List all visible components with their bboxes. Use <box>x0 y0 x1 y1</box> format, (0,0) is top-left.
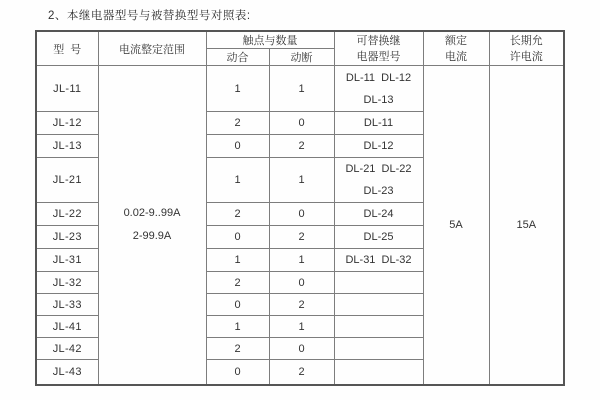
replaceable-cell <box>334 203 423 226</box>
contact-nc-cell: 0 <box>269 112 334 135</box>
replaceable-cell <box>334 316 423 338</box>
relay-comparison-table <box>35 30 565 386</box>
contact-no-cell: 2 <box>206 338 269 360</box>
contact-nc-cell: 2 <box>269 294 334 316</box>
replaceable-cell <box>334 360 423 385</box>
header-model: 型 号 <box>36 31 98 66</box>
header-row-1 <box>36 31 564 49</box>
model-cell: JL-42 <box>36 338 98 360</box>
model-cell: JL-21 <box>36 158 98 203</box>
header-contact-no: 动合 <box>206 49 269 66</box>
model-cell: JL-43 <box>36 360 98 385</box>
model-cell: JL-23 <box>36 226 98 249</box>
contact-no-cell: 1 <box>206 158 269 203</box>
contact-no-cell: 1 <box>206 66 269 112</box>
page-title: 2、本继电器型号与被替换型号对照表: <box>48 10 251 22</box>
contact-nc-cell: 2 <box>269 360 334 385</box>
header-contacts-group: 触点与数量 <box>206 31 334 49</box>
contact-nc-cell: 0 <box>269 338 334 360</box>
model-cell: JL-11 <box>36 66 98 112</box>
model-cell: JL-31 <box>36 249 98 272</box>
replaceable-line2: DL-23 <box>363 185 394 197</box>
replaceable-line1: DL-21 DL-22 <box>345 163 412 175</box>
header-contact-nc: 动断 <box>269 49 334 66</box>
replaceable-cell <box>334 158 423 203</box>
contact-nc-cell: 1 <box>269 158 334 203</box>
header-replaceable-line1: 可替换继 <box>356 34 401 47</box>
contact-no-cell: 1 <box>206 316 269 338</box>
model-cell: JL-13 <box>36 135 98 158</box>
table-row-jl-11 <box>36 66 564 112</box>
replaceable-line1: DL-11 DL-12 <box>345 71 412 84</box>
replaceable-cell <box>334 294 423 316</box>
header-current-range: 电流整定范围 <box>98 31 206 66</box>
header-rated-current <box>423 31 489 66</box>
model-cell: JL-12 <box>36 112 98 135</box>
contact-no-cell: 1 <box>206 249 269 272</box>
replaceable-line2: DL-13 <box>363 93 394 106</box>
contact-nc-cell: 2 <box>269 135 334 158</box>
header-rated-line1: 额定 <box>445 34 467 47</box>
replaceable-line1: DL-11 <box>363 117 394 129</box>
replaceable-line1: DL-31 DL-32 <box>345 254 412 266</box>
contact-nc-cell: 0 <box>269 272 334 294</box>
contact-nc-cell: 2 <box>269 226 334 249</box>
contact-no-cell: 0 <box>206 360 269 385</box>
replaceable-cell <box>334 66 423 112</box>
model-cell: JL-22 <box>36 203 98 226</box>
contact-nc-cell: 1 <box>269 66 334 112</box>
replaceable-cell <box>334 135 423 158</box>
contact-no-cell: 0 <box>206 226 269 249</box>
contact-nc-cell: 0 <box>269 203 334 226</box>
contact-nc-cell: 1 <box>269 316 334 338</box>
header-replaceable <box>334 31 423 66</box>
header-longterm-line1: 长期允 <box>509 34 543 47</box>
model-cell: JL-41 <box>36 316 98 338</box>
replaceable-line1: DL-24 <box>363 208 394 220</box>
contact-no-cell: 2 <box>206 203 269 226</box>
replaceable-cell <box>334 226 423 249</box>
contact-nc-cell: 1 <box>269 249 334 272</box>
replaceable-cell <box>334 112 423 135</box>
contact-no-cell: 2 <box>206 272 269 294</box>
header-rated-line2: 电流 <box>445 50 467 63</box>
replaceable-cell <box>334 272 423 294</box>
current-range-line2: 2-99.9A <box>132 230 172 243</box>
current-range-line1: 0.02-9..99A <box>123 207 181 220</box>
model-cell: JL-33 <box>36 294 98 316</box>
contact-no-cell: 2 <box>206 112 269 135</box>
replaceable-line1: DL-12 <box>363 140 394 152</box>
model-cell: JL-32 <box>36 272 98 294</box>
header-replaceable-line2: 电器型号 <box>356 50 401 63</box>
replaceable-cell <box>334 249 423 272</box>
replaceable-line1: DL-25 <box>363 231 394 243</box>
header-longterm-current <box>489 31 564 66</box>
contact-no-cell: 0 <box>206 135 269 158</box>
rated-current-cell: 5A <box>423 66 489 385</box>
header-longterm-line2: 许电流 <box>509 50 543 63</box>
longterm-current-cell: 15A <box>489 66 564 385</box>
current-range-cell <box>98 66 206 385</box>
replaceable-cell <box>334 338 423 360</box>
contact-no-cell: 0 <box>206 294 269 316</box>
